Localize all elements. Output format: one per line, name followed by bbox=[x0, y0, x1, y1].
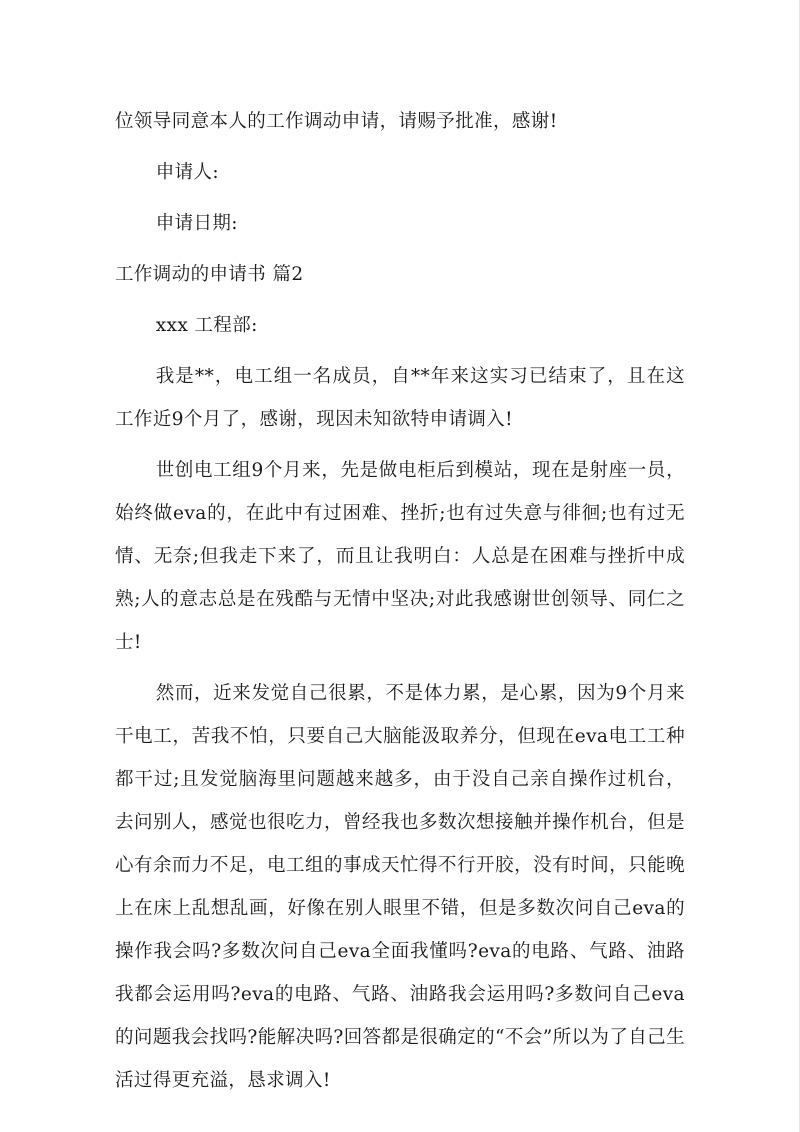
addressee: xxx 工程部: bbox=[155, 315, 258, 336]
application-date-label: 申请日期: bbox=[155, 213, 238, 234]
paragraph-intro: 我是**，电工组一名成员，自**年来这实习已结束了，且在这工作近9个月了，感谢，现因未知欲特申请调入! bbox=[115, 366, 685, 430]
document-body bbox=[115, 100, 685, 1102]
paragraph-reason: 然而，近来发觉自己很累，不是体力累，是心累，因为9个月来干电工，苦我不怕，只要自己大脑能汲取养分，但现在eva电工工种都干过;且发觉脑海里问题越来越多，由于没自己亲自操作过机台，去问别人，感觉也很吃力，曾经我也多数次想接触并操作机台，但是心有余而力不足，电工组的事成天忙得不行开胶，没有时间，只能晚上在床上乱想乱画，好像在别人眼里不错，但是多数次问自己eva的操作我会吗?多数次问自己eva全面我懂吗?eva的电路、气路、油路我都会运用吗?eva的电路、气路、油路我会运用吗?多数问自己eva的问题我会找吗?能解决吗?回答都是很确定的“不会”所以为了自己生活过得更充溢，恳求调入! bbox=[115, 683, 685, 1091]
section-title: 工作调动的申请书 篇2 bbox=[115, 264, 304, 285]
paragraph-experience: 世创电工组9个月来，先是做电柜后到模站，现在是射座一员，始终做eva的，在此中有过困难、挫折;也有过失意与徘徊;也有过无情、无奈;但我走下来了，而且让我明白：人总是在困难与挫折中成熟;人的意志总是在残酷与无情中坚决;对此我感谢世创领导、同仁之士! bbox=[115, 460, 685, 653]
applicant-label: 申请人: bbox=[155, 162, 220, 183]
paragraph-closing: 位领导同意本人的工作调动申请，请赐予批准，感谢! bbox=[115, 111, 558, 132]
